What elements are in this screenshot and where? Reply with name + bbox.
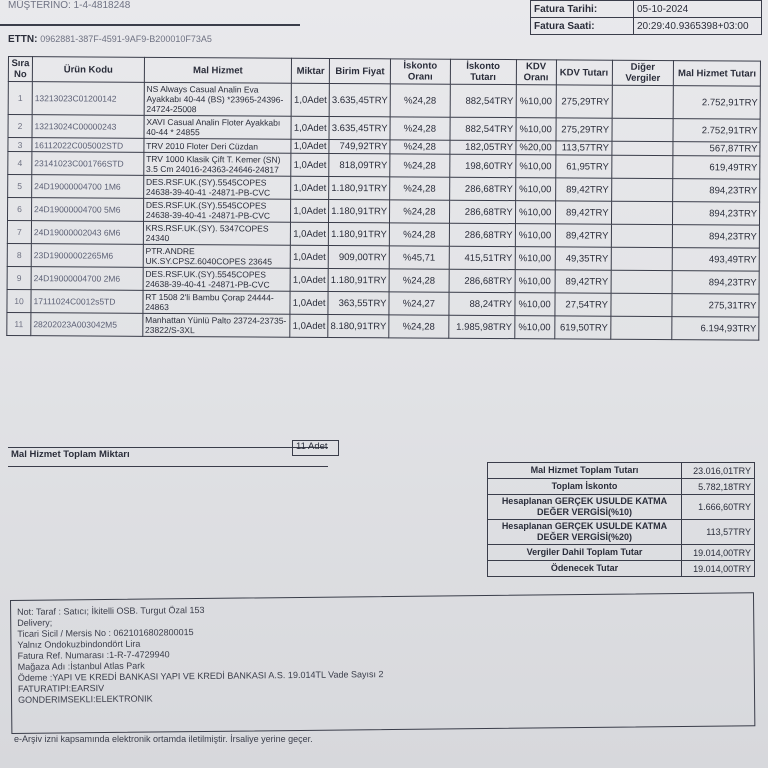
vat-rate: %10,00 — [515, 224, 555, 247]
quantity: 1,0Adet — [290, 314, 328, 337]
unit-price: 1.180,91TRY — [329, 199, 390, 222]
other-taxes — [612, 118, 674, 141]
discount-amount: 286,68TRY — [449, 177, 515, 200]
totals-row — [488, 495, 755, 520]
totals-row — [488, 463, 755, 479]
vat-amount: 89,42TRY — [555, 201, 611, 224]
discount-amount: 882,54TRY — [450, 84, 516, 117]
vat-amount: 89,42TRY — [555, 224, 611, 247]
row-number: 8 — [7, 243, 31, 266]
line-total: 894,23TRY — [672, 271, 759, 295]
vat-amount: 49,35TRY — [555, 247, 611, 270]
totals-row — [488, 520, 755, 545]
totals-label: Hesaplanan GERÇEK USULDE KATMA DEĞER VERGİSİ(%20) — [488, 520, 682, 545]
quantity: 1,0Adet — [291, 116, 329, 139]
discount-amount: 182,05TRY — [450, 140, 516, 154]
product-code: 13213024C00000243 — [32, 115, 144, 139]
note-line: FATURATIPI:EARSIV — [17, 683, 105, 694]
invoice-date-row — [531, 1, 762, 18]
note-line: Ticari Sicil / Mersis No : 0621016802800015 — [17, 627, 194, 639]
vat-rate: %10,00 — [515, 293, 555, 316]
discount-amount: 198,60TRY — [449, 154, 515, 177]
column-header: KDV Oranı — [516, 60, 556, 85]
vat-amount: 89,42TRY — [555, 270, 611, 293]
note-line: Not: Taraf : Satıcı; İkitelli OSB. Turgut Özal 153 — [17, 604, 205, 617]
vat-amount: 275,29TRY — [556, 118, 612, 141]
row-number: 4 — [8, 152, 32, 175]
other-taxes — [611, 224, 673, 247]
ettn-value: 0962881-387F-4591-9AF9-B200010F73A5 — [40, 34, 212, 44]
totals-value: 19.014,00TRY — [682, 561, 755, 577]
line-total: 894,23TRY — [673, 202, 760, 226]
e-archive-notice: e-Arşiv izni kapsamında elektronik ortamda iletilmiştir. İrsaliye yerine geçer. — [14, 734, 313, 744]
invoice-date-value: 05-10-2024 — [634, 1, 762, 18]
discount-rate: %24,28 — [390, 140, 450, 154]
unit-price: 363,55TRY — [328, 291, 389, 314]
invoice-items-table — [6, 56, 761, 341]
line-total: 894,23TRY — [673, 179, 760, 203]
totals-label: Vergiler Dahil Toplam Tutar — [488, 545, 682, 561]
total-quantity-label: Mal Hizmet Toplam Miktarı — [11, 449, 130, 460]
unit-price: 8.180,91TRY — [328, 314, 389, 337]
other-taxes — [612, 85, 674, 118]
totals-value: 19.014,00TRY — [682, 545, 755, 561]
table-row — [8, 82, 760, 120]
line-total: 493,49TRY — [672, 248, 759, 272]
note-line: Mağaza Adı :İstanbul Atlas Park — [17, 660, 145, 672]
discount-rate: %24,28 — [390, 177, 450, 200]
vat-rate: %10,00 — [515, 270, 555, 293]
discount-rate: %24,28 — [389, 315, 449, 338]
column-header: Mal Hizmet Tutarı — [674, 61, 761, 87]
product-description: TRV 2010 Floter Deri Cüzdan — [144, 138, 292, 153]
product-code: 16112022C005002STD — [32, 138, 144, 153]
discount-rate: %24,28 — [389, 223, 449, 246]
row-number: 5 — [8, 175, 32, 198]
discount-amount: 882,54TRY — [450, 117, 516, 140]
row-number: 3 — [8, 138, 32, 152]
product-description: XAVI Casual Analin Floter Ayakkabı 40-44 * 24855 — [144, 115, 292, 139]
invoice-time-row — [531, 18, 762, 35]
discount-rate: %24,28 — [390, 84, 450, 117]
discount-amount: 1.985,98TRY — [449, 315, 515, 338]
vat-amount: 61,95TRY — [555, 155, 611, 178]
row-number: 6 — [7, 198, 31, 221]
line-total: 894,23TRY — [673, 225, 760, 249]
row-number: 11 — [7, 312, 31, 335]
quantity: 1,0Adet — [291, 176, 329, 199]
column-header: İskonto Tutarı — [450, 59, 516, 84]
vat-rate: %10,00 — [515, 247, 555, 270]
totals-value: 1.666,60TRY — [682, 495, 755, 520]
row-number: 10 — [7, 289, 31, 312]
ettn-label: ETTN: — [8, 34, 38, 45]
totals-row — [488, 479, 755, 495]
vat-rate: %20,00 — [516, 141, 556, 155]
totals-label: Toplam İskonto — [488, 479, 682, 495]
product-code: 24D19000004700 2M6 — [31, 267, 143, 291]
vat-amount: 619,50TRY — [554, 316, 610, 339]
product-description: RT 1508 2'li Bambu Çorap 24444-24863 — [143, 290, 291, 314]
invoice-date-table — [530, 0, 762, 35]
note-line: Fatura Ref. Numarası :1-R-7-4729940 — [17, 649, 170, 661]
product-description: DES.RSF.UK.(SY).5545COPES 24638-39-40-41 -24871-PB-CVC — [143, 175, 291, 199]
product-description: KRS.RSF.UK.(SY). 5347COPES 24340 — [143, 221, 291, 245]
column-header: KDV Tutarı — [556, 60, 612, 85]
unit-price: 749,92TRY — [329, 139, 390, 153]
note-line: Ödeme :YAPI VE KREDİ BANKASI YAPI VE KREDİ BANKASI A.S. 19.014TL Vade Sayısı 2 — [17, 669, 384, 683]
unit-price: 818,09TRY — [329, 153, 390, 176]
table-row — [7, 312, 759, 340]
column-header: Birim Fiyat — [330, 58, 391, 83]
quantity: 1,0Adet — [291, 199, 329, 222]
other-taxes — [611, 155, 673, 178]
product-description: DES.RSF.UK.(SY).5545COPES 24638-39-40-41 -24871-PB-CVC — [143, 267, 291, 291]
line-total: 567,87TRY — [673, 142, 760, 157]
totals-value: 23.016,01TRY — [682, 463, 755, 479]
unit-price: 1.180,91TRY — [329, 176, 390, 199]
row-number: 1 — [8, 82, 32, 115]
unit-price: 3.635,45TRY — [329, 116, 390, 139]
other-taxes — [611, 178, 673, 201]
note-line: GONDERIMSEKLI:ELEKTRONIK — [17, 693, 153, 705]
product-code: 13213023C01200142 — [32, 82, 144, 116]
product-description: NS Always Casual Analin Eva Ayakkabı 40-44 (BS) *23965-24396-24724-25008 — [144, 82, 292, 116]
row-number: 2 — [8, 115, 32, 138]
row-number: 9 — [7, 266, 31, 289]
invoice-time-value: 20:29:40.9365398+03:00 — [634, 18, 762, 35]
table-body — [7, 82, 761, 341]
totals-label: Hesaplanan GERÇEK USULDE KATMA DEĞER VERGİSİ(%10) — [488, 495, 682, 520]
quantity: 1,0Adet — [291, 222, 329, 245]
other-taxes — [611, 201, 673, 224]
column-header: Ürün Kodu — [32, 57, 144, 83]
note-line: Delivery; — [17, 617, 53, 628]
discount-amount: 286,68TRY — [449, 223, 515, 246]
other-taxes — [610, 293, 672, 316]
vat-amount: 275,29TRY — [556, 85, 612, 118]
unit-price: 3.635,45TRY — [329, 83, 390, 116]
other-taxes — [611, 141, 673, 155]
header-divider — [0, 24, 300, 26]
discount-rate: %24,27 — [389, 292, 449, 315]
discount-rate: %24,28 — [390, 154, 450, 177]
invoice-time-label: Fatura Saati: — [531, 18, 634, 35]
line-total: 619,49TRY — [673, 156, 760, 180]
discount-rate: %24,28 — [390, 117, 450, 140]
other-taxes — [611, 270, 673, 293]
quantity: 1,0Adet — [291, 83, 329, 116]
quantity: 1,0Adet — [291, 153, 329, 176]
quantity: 1,0Adet — [291, 139, 329, 153]
product-code: 23141023C001766STD — [32, 152, 144, 176]
invoice-date-label: Fatura Tarihi: — [531, 1, 634, 18]
vat-rate: %10,00 — [514, 316, 554, 339]
product-description: Manhattan Yünlü Palto 23724-23735-23822/S-3XL — [143, 313, 291, 337]
note-line: Yalnız Ondokuzbindondört Lira — [17, 638, 141, 650]
vat-amount: 89,42TRY — [555, 178, 611, 201]
other-taxes — [610, 316, 672, 339]
totals-value: 113,57TRY — [682, 520, 755, 545]
column-header: Miktar — [292, 58, 330, 83]
vat-rate: %10,00 — [515, 155, 555, 178]
discount-amount: 286,68TRY — [449, 200, 515, 223]
product-description: DES.RSF.UK.(SY).5545COPES 24638-39-40-41 -24871-PB-CVC — [143, 198, 291, 222]
totals-table — [487, 462, 755, 577]
unit-price: 909,00TRY — [328, 245, 389, 268]
vat-rate: %10,00 — [515, 201, 555, 224]
row-number: 7 — [7, 220, 31, 243]
column-header: Diğer Vergiler — [612, 60, 674, 85]
unit-price: 1.180,91TRY — [329, 222, 390, 245]
line-total: 2.752,91TRY — [673, 119, 760, 143]
totals-row — [488, 545, 755, 561]
discount-amount: 415,51TRY — [449, 246, 515, 269]
customer-number: MÜŞTERİNO: 1-4-4818248 — [8, 0, 131, 11]
discount-amount: 286,68TRY — [449, 269, 515, 292]
product-code: 24D19000004700 1M6 — [32, 175, 144, 199]
totals-row — [488, 561, 755, 577]
column-header: Mal Hizmet — [144, 57, 292, 83]
product-code: 28202023A003042M5 — [31, 313, 143, 337]
other-taxes — [611, 247, 673, 270]
product-code: 23D19000002265M6 — [31, 244, 143, 268]
vat-rate: %10,00 — [515, 178, 555, 201]
note-box — [10, 592, 755, 734]
vat-rate: %10,00 — [516, 85, 556, 118]
vat-rate: %10,00 — [516, 118, 556, 141]
column-header: Sıra No — [8, 57, 32, 82]
line-total: 275,31TRY — [672, 294, 759, 318]
totals-label: Ödenecek Tutar — [488, 561, 682, 577]
quantity: 1,0Adet — [290, 291, 328, 314]
product-code: 24D19000002043 6M6 — [31, 221, 143, 245]
line-total: 2.752,91TRY — [673, 86, 760, 120]
total-quantity-value: 11 Adet — [292, 440, 339, 456]
product-description: PTR.ANDRE UK.SY.CPSZ.6040COPES 23645 — [143, 244, 291, 268]
vat-amount: 27,54TRY — [555, 293, 611, 316]
discount-rate: %45,71 — [389, 246, 449, 269]
vat-amount: 113,57TRY — [556, 141, 612, 155]
totals-label: Mal Hizmet Toplam Tutarı — [488, 463, 682, 479]
discount-rate: %24,28 — [389, 200, 449, 223]
product-code: 17111024C0012s5TD — [31, 290, 143, 314]
totals-value: 5.782,18TRY — [682, 479, 755, 495]
line-total: 6.194,93TRY — [672, 317, 759, 341]
quantity: 1,0Adet — [290, 268, 328, 291]
product-description: TRV 1000 Klasik Çift T. Kemer (SN) 3.5 Cm 24016-24363-24646-24817 — [144, 152, 292, 176]
discount-rate: %24,28 — [389, 269, 449, 292]
ettn-line — [8, 34, 212, 45]
unit-price: 1.180,91TRY — [328, 268, 389, 291]
column-header: İskonto Oranı — [390, 59, 450, 84]
quantity: 1,0Adet — [290, 245, 328, 268]
product-code: 24D19000004700 5M6 — [31, 198, 143, 222]
discount-amount: 88,24TRY — [449, 292, 515, 315]
